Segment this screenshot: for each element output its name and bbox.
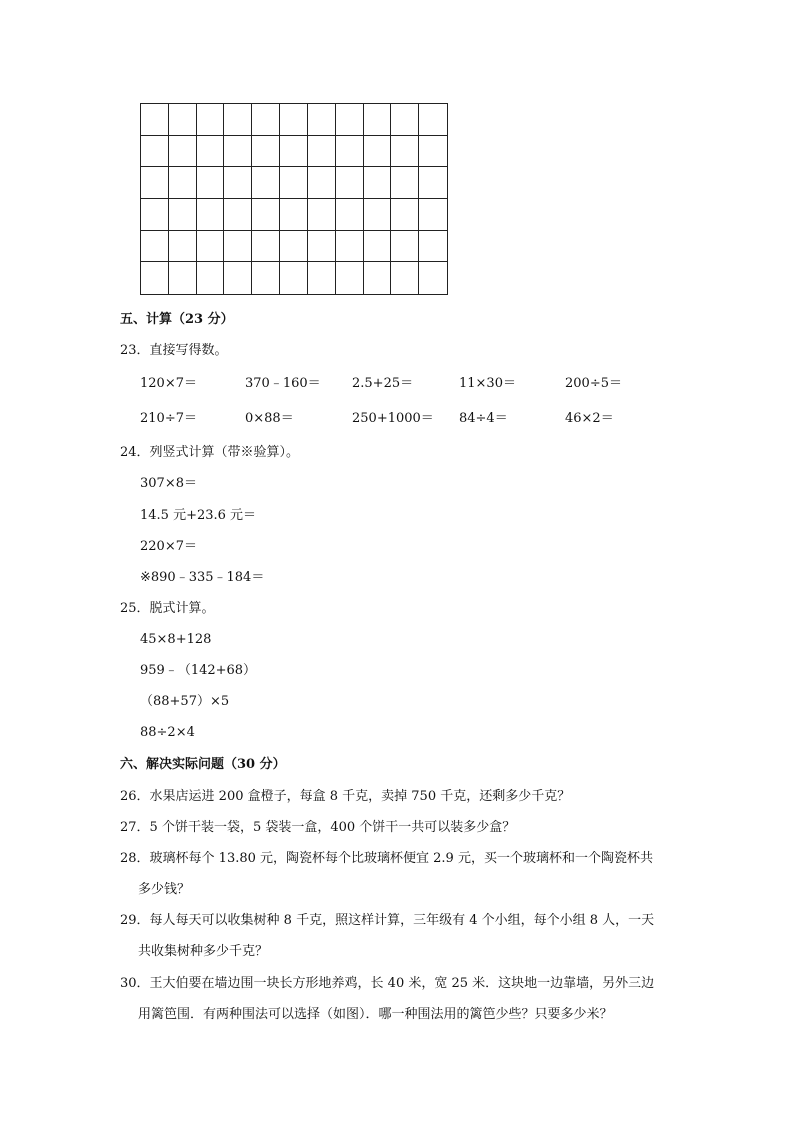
grid-cell [419, 167, 447, 199]
q25-item: 45×8+128 [140, 632, 212, 647]
grid-cell [336, 231, 364, 263]
q24-item: 220×7＝ [140, 539, 197, 554]
q23-item: 120×7＝ [140, 376, 197, 391]
grid-cell [419, 199, 447, 231]
grid-cell [169, 199, 197, 231]
grid-cell [280, 231, 308, 263]
q23-title: 23．直接写得数。 [120, 343, 228, 358]
q24-item: 14.5 元+23.6 元＝ [140, 508, 257, 523]
grid-cell [391, 231, 419, 263]
grid-cell [391, 262, 419, 294]
grid-cell [364, 167, 392, 199]
grid-cell [308, 231, 336, 263]
grid-cell [280, 104, 308, 136]
grid-cell [252, 199, 280, 231]
grid-cell [336, 167, 364, 199]
grid-cell [224, 262, 252, 294]
grid-cell [419, 104, 447, 136]
q24-title: 24．列竖式计算（带※验算）。 [120, 445, 300, 460]
section-6-heading: 六、解决实际问题（30 分） [120, 757, 286, 772]
grid-cell [252, 231, 280, 263]
q23-item: 210÷7＝ [140, 411, 197, 426]
grid-cell [141, 262, 169, 294]
grid-cell [169, 167, 197, 199]
q23-item: 11×30＝ [459, 376, 516, 391]
q24-item: ※890﹣335﹣184＝ [140, 570, 265, 585]
grid-cell [169, 136, 197, 168]
grid-cell [224, 231, 252, 263]
grid-cell [364, 199, 392, 231]
grid-cell [308, 136, 336, 168]
grid-cell [364, 104, 392, 136]
grid-cell [419, 231, 447, 263]
grid-cell [280, 262, 308, 294]
q23-item: 250+1000＝ [352, 411, 434, 426]
q25-item: （88+57）×5 [140, 694, 230, 709]
q23-item: 2.5+25＝ [352, 376, 414, 391]
grid-cell [280, 167, 308, 199]
problem-28-cont: 多少钱？ [138, 882, 191, 897]
grid-cell [197, 104, 225, 136]
problem-27: 27．5 个饼干装一袋，5 袋装一盒，400 个饼干一共可以装多少盒？ [120, 820, 516, 835]
problem-30: 30．王大伯要在墙边围一块长方形地养鸡，长 40 米，宽 25 米．这块地一边靠墙，另外三边 [120, 976, 655, 991]
grid-cell [336, 262, 364, 294]
problem-26: 26．水果店运进 200 盒橙子，每盒 8 千克，卖掉 750 千克，还剩多少千克？ [120, 789, 571, 804]
grid-cell [197, 167, 225, 199]
grid-cell [197, 231, 225, 263]
grid-cell [169, 262, 197, 294]
grid-cell [391, 136, 419, 168]
grid-cell [141, 199, 169, 231]
grid-cell [197, 136, 225, 168]
grid-cell [197, 199, 225, 231]
problem-29: 29．每人每天可以收集树种 8 千克，照这样计算，三年级有 4 个小组，每个小组 8 人，一天 [120, 913, 655, 928]
section-5-heading: 五、计算（23 分） [120, 312, 234, 327]
grid-cell [141, 104, 169, 136]
grid-cell [252, 167, 280, 199]
grid-cell [391, 104, 419, 136]
grid-cell [308, 104, 336, 136]
q25-title: 25．脱式计算。 [120, 601, 215, 616]
grid-cell [141, 231, 169, 263]
grid-cell [224, 104, 252, 136]
q25-item: 959﹣（142+68） [140, 663, 257, 678]
problem-30-cont: 用篱笆围．有两种围法可以选择（如图）．哪一种围法用的篱笆少些？只要多少米？ [138, 1007, 613, 1022]
q23-item: 0×88＝ [245, 411, 294, 426]
grid-cell [364, 262, 392, 294]
grid-cell [141, 136, 169, 168]
grid-cell [224, 199, 252, 231]
grid-cell [308, 262, 336, 294]
grid-cell [169, 231, 197, 263]
grid-cell [224, 136, 252, 168]
grid-cell [364, 231, 392, 263]
grid-cell [252, 136, 280, 168]
grid-cell [391, 199, 419, 231]
q23-item: 200÷5＝ [565, 376, 622, 391]
grid-cell [336, 136, 364, 168]
grid-cell [280, 199, 308, 231]
q24-item: 307×8＝ [140, 476, 197, 491]
writing-grid [140, 103, 448, 295]
grid-cell [197, 262, 225, 294]
grid-cell [419, 262, 447, 294]
grid-cell [419, 136, 447, 168]
grid-cell [308, 199, 336, 231]
grid-cell [169, 104, 197, 136]
grid-cell [280, 136, 308, 168]
q25-item: 88÷2×4 [140, 725, 195, 740]
grid-cell [252, 262, 280, 294]
q23-item: 84÷4＝ [459, 411, 508, 426]
problem-29-cont: 共收集树种多少千克？ [138, 944, 269, 959]
grid-cell [308, 167, 336, 199]
grid-cell [224, 167, 252, 199]
q23-item: 370﹣160＝ [245, 376, 321, 391]
grid-cell [336, 104, 364, 136]
q23-item: 46×2＝ [565, 411, 614, 426]
grid-cell [391, 167, 419, 199]
grid-cell [141, 167, 169, 199]
problem-28: 28．玻璃杯每个 13.80 元，陶瓷杯每个比玻璃杯便宜 2.9 元，买一个玻璃杯和一个陶瓷杯共 [120, 851, 653, 866]
grid-cell [364, 136, 392, 168]
grid-cell [336, 199, 364, 231]
grid-cell [252, 104, 280, 136]
